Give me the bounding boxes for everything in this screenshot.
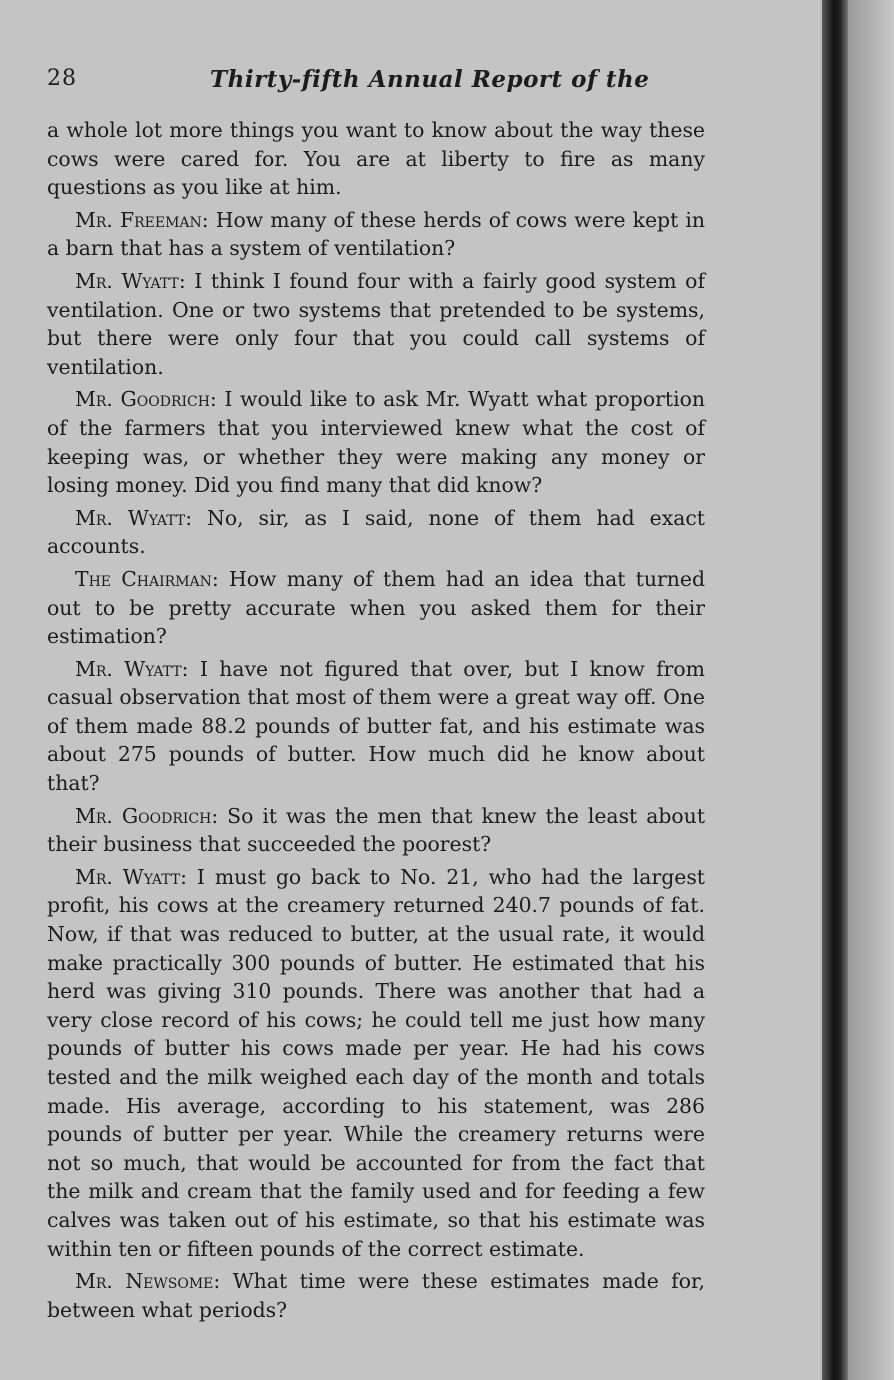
paragraph [47, 206, 705, 263]
paragraph [47, 565, 705, 651]
facing-page-edge [848, 0, 894, 1380]
paragraph [47, 863, 705, 1263]
paragraph-text: How many of these herds of cows were kept in a barn that has a system of ventilation? [47, 207, 705, 261]
paragraph [47, 116, 705, 202]
speaker-name: Mr. Wyatt: [75, 656, 189, 681]
speaker-name: Mr. Goodrich: [75, 387, 217, 412]
paragraph-text: I think I found four with a fairly good system of ventilation. One or two systems that pretended to be systems, but there were only four that you could call systems of ventilation. [47, 268, 705, 379]
speaker-name: Mr. Wyatt: [75, 505, 193, 530]
speaker-name: Mr. Newsome: [75, 1269, 221, 1294]
speaker-name: The Chairman: [75, 566, 219, 591]
paragraph-text: What time were these estimates made for, between what periods? [47, 1269, 705, 1322]
paragraph [47, 802, 705, 859]
paragraph-text: a whole lot more things you want to know about the way these cows were cared for. You are at liberty to fire as many questions as you like at him. [47, 118, 705, 200]
speaker-name: Mr. Freeman: [75, 207, 209, 232]
paragraph-text: I would like to ask Mr. Wyatt what proportion of the farmers that you interviewed knew what the cost of keeping was, or whether they were making any money or losing money. Did you find many that did know? [47, 387, 706, 498]
speaker-name: Mr. Wyatt: [75, 864, 188, 889]
running-head: Thirty-fifth Annual Report of the [210, 66, 650, 93]
paragraph-text: How many of them had an idea that turned out to be pretty accurate when you asked them for their estimation? [47, 566, 705, 649]
page-number: 28 [47, 66, 77, 91]
paragraph [47, 1267, 705, 1324]
speaker-name: Mr. Wyatt: [75, 268, 186, 293]
paragraph-text: No, sir, as I said, none of them had exact accounts. [47, 505, 705, 559]
book-spine-shadow [822, 0, 848, 1380]
paragraph-text: So it was the men that knew the least about their business that succeeded the poorest? [47, 803, 706, 857]
paragraph [47, 655, 705, 798]
paragraph [47, 504, 705, 561]
paragraph [47, 267, 705, 381]
speaker-name: Mr. Goodrich: [75, 803, 219, 828]
body-text [47, 116, 705, 1328]
paragraph-text: I have not figured that over, but I know from casual observation that most of them were a great way off. One of them made 88.2 pounds of butter fat, and his estimate was about 275 pounds of butter. How much did he know about that? [47, 656, 706, 796]
page-header [47, 66, 707, 102]
paragraph [47, 385, 705, 499]
paragraph-text: I must go back to No. 21, who had the largest profit, his cows at the creamery returned 240.7 pounds of fat. Now, if that was reduced to butter, at the usual rate, it would make practically 300 pounds of butter. He estimated that his herd was giving 310 pounds. There was another that had a very close record of his cows; he could tell me just how many pounds of butter his cows made per year. He had his cows tested and the milk weighed each day of the month and totals made. His average, according to his statement, was 286 pounds of butter per year. While the creamery returns were not so much, that would be accounted for from the fact that the milk and cream that the family used and for feeding a few calves was taken out of his estimate, so that his estimate was within ten or fifteen pounds of the correct estimate. [47, 864, 705, 1261]
